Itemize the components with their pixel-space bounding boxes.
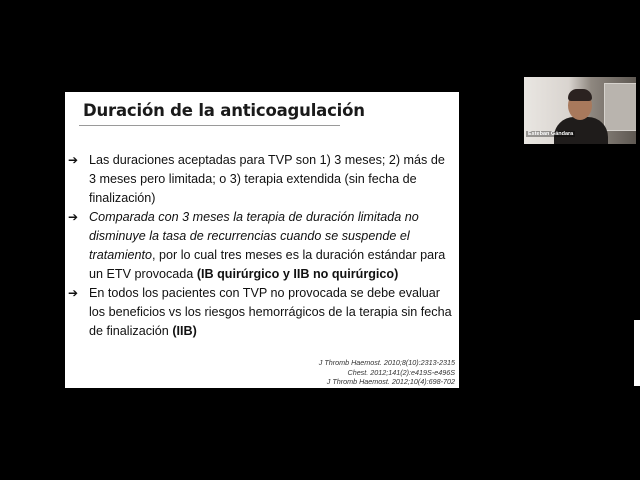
bullet-text xyxy=(89,208,455,284)
participant-hair xyxy=(568,89,592,101)
bullet-item xyxy=(65,208,459,284)
participant-video-tile[interactable] xyxy=(524,77,636,144)
bullet-text-run: (IB quirúrgico y IIB no quirúrgico) xyxy=(196,267,399,281)
slide-title: Duración de la anticoagulación xyxy=(83,101,365,120)
bullet-item xyxy=(65,284,459,341)
presentation-slide xyxy=(65,92,459,388)
references xyxy=(319,358,455,387)
bullet-text-run: (IIB) xyxy=(172,324,197,338)
reference-line: J Thromb Haemost. 2012;10(4):698-702 xyxy=(326,377,455,387)
wall-frame xyxy=(604,83,636,131)
bullet-text-run: , por lo cual tres meses es la duración estándar para un ETV provocada xyxy=(89,248,446,281)
edge-panel[interactable] xyxy=(634,320,640,386)
bullet-text-run: En todos los pacientes con TVP no provocada se debe evaluar los beneficios vs los riesgos hemorrágicos de la terapia sin fecha de finalización xyxy=(89,286,452,338)
bullet-text-run: Las duraciones aceptadas para TVP son 1) 3 meses; 2) más de 3 meses pero limitada; o 3) terapia extendida (sin fecha de finalización) xyxy=(89,153,445,205)
reference-line: Chest. 2012;141(2):e419S-e496S xyxy=(347,367,455,377)
arrow-right-icon: ➔ xyxy=(68,286,79,300)
bullet-item xyxy=(65,151,459,208)
participant-name: Esteban Gándara xyxy=(528,131,574,137)
bullet-text xyxy=(89,284,455,341)
title-underline xyxy=(79,125,340,126)
bullet-text-run: Comparada con 3 meses la terapia de duración limitada no disminuye la tasa de recurrencias cuando se suspende el tratamiento xyxy=(89,210,419,262)
bullet-list xyxy=(65,151,459,341)
arrow-right-icon: ➔ xyxy=(68,210,79,224)
bullet-text xyxy=(89,151,455,208)
arrow-right-icon: ➔ xyxy=(68,153,79,167)
reference-line: J Thromb Haemost. 2010;8(10):2313-2315 xyxy=(318,358,455,367)
